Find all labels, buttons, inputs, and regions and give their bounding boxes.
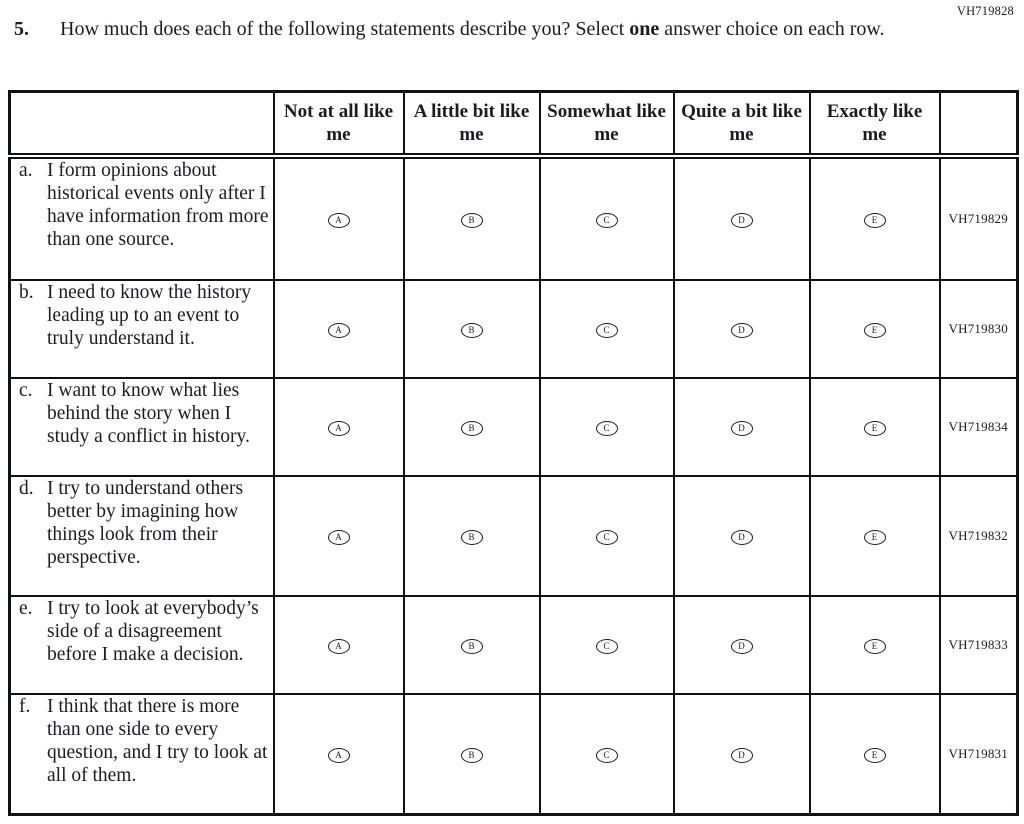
option-cell	[674, 156, 810, 280]
option-cell	[274, 596, 404, 694]
option-bubble-b[interactable]: B	[461, 213, 483, 228]
row-code: VH719834	[940, 378, 1018, 476]
option-cell	[274, 156, 404, 280]
option-bubble-e[interactable]: E	[864, 213, 886, 228]
question-text-pre: How much does each of the following statements describe you? Select	[60, 18, 630, 40]
option-bubble-c[interactable]: C	[596, 213, 618, 228]
row-code: VH719831	[940, 694, 1018, 814]
question-text-post: answer choice on each row.	[659, 18, 885, 40]
row-code: VH719832	[940, 476, 1018, 596]
option-cell	[404, 476, 540, 596]
option-cell	[404, 694, 540, 814]
option-cell	[540, 280, 674, 378]
option-bubble-d[interactable]: D	[731, 213, 753, 228]
statement-text: I try to look at everybody’s side of a disagreement before I make a decision.	[47, 598, 259, 665]
table-row-f	[10, 694, 1018, 814]
row-code: VH719830	[940, 280, 1018, 378]
column-header-a-little-bit: A little bit like me	[404, 92, 540, 157]
statement-cell	[10, 156, 274, 280]
option-bubble-a[interactable]: A	[328, 323, 350, 338]
option-cell	[810, 476, 940, 596]
column-header-not-at-all: Not at all like me	[274, 92, 404, 157]
option-bubble-a[interactable]: A	[328, 530, 350, 545]
option-bubble-e[interactable]: E	[864, 639, 886, 654]
option-cell	[674, 280, 810, 378]
statement-text: I need to know the history leading up to an event to truly understand it.	[47, 282, 252, 349]
statement-cell	[10, 596, 274, 694]
option-bubble-c[interactable]: C	[596, 421, 618, 436]
option-cell	[404, 378, 540, 476]
header-row	[10, 92, 1018, 157]
option-bubble-b[interactable]: B	[461, 323, 483, 338]
option-bubble-a[interactable]: A	[328, 421, 350, 436]
statement-text: I want to know what lies behind the story when I study a conflict in history.	[47, 380, 250, 447]
option-cell	[810, 156, 940, 280]
row-letter: c.	[19, 380, 33, 401]
option-cell	[540, 476, 674, 596]
option-bubble-b[interactable]: B	[461, 748, 483, 763]
option-bubble-d[interactable]: D	[731, 530, 753, 545]
option-bubble-a[interactable]: A	[328, 213, 350, 228]
option-bubble-b[interactable]: B	[461, 639, 483, 654]
option-cell	[810, 694, 940, 814]
option-cell	[404, 596, 540, 694]
column-header-somewhat: Somewhat like me	[540, 92, 674, 157]
option-bubble-a[interactable]: A	[328, 639, 350, 654]
question-text	[60, 16, 934, 43]
option-cell	[404, 280, 540, 378]
option-cell	[674, 694, 810, 814]
table-row-d	[10, 476, 1018, 596]
question-number: 5.	[14, 18, 29, 40]
option-bubble-e[interactable]: E	[864, 530, 886, 545]
statement-header-cell	[10, 92, 274, 157]
table-row-a	[10, 156, 1018, 280]
option-bubble-e[interactable]: E	[864, 323, 886, 338]
option-bubble-c[interactable]: C	[596, 530, 618, 545]
question-block	[14, 16, 934, 43]
row-code: VH719833	[940, 596, 1018, 694]
row-letter: a.	[19, 160, 33, 181]
option-bubble-e[interactable]: E	[864, 748, 886, 763]
option-cell	[674, 378, 810, 476]
option-bubble-c[interactable]: C	[596, 639, 618, 654]
option-bubble-d[interactable]: D	[731, 421, 753, 436]
option-cell	[540, 378, 674, 476]
statement-text: I try to understand others better by imagining how things look from their perspective.	[47, 478, 244, 568]
column-header-exactly-like: Exactly like me	[810, 92, 940, 157]
page-code: VH719828	[956, 4, 1014, 18]
question-text-bold: one	[629, 18, 660, 40]
statement-text: I form opinions about historical events only after I have information from more than one source.	[47, 160, 269, 250]
option-cell	[274, 378, 404, 476]
table-row-c	[10, 378, 1018, 476]
option-bubble-d[interactable]: D	[731, 639, 753, 654]
option-cell	[674, 596, 810, 694]
row-code: VH719829	[940, 156, 1018, 280]
option-cell	[540, 694, 674, 814]
option-cell	[540, 596, 674, 694]
answer-matrix-table	[8, 90, 1019, 816]
row-letter: f.	[19, 696, 31, 717]
option-cell	[810, 596, 940, 694]
option-bubble-d[interactable]: D	[731, 748, 753, 763]
option-cell	[810, 378, 940, 476]
option-cell	[274, 694, 404, 814]
statement-cell	[10, 378, 274, 476]
option-cell	[674, 476, 810, 596]
code-header-cell	[940, 92, 1018, 157]
option-bubble-e[interactable]: E	[864, 421, 886, 436]
option-bubble-b[interactable]: B	[461, 530, 483, 545]
statement-cell	[10, 694, 274, 814]
row-letter: e.	[19, 598, 33, 619]
column-header-quite-a-bit: Quite a bit like me	[674, 92, 810, 157]
option-cell	[274, 280, 404, 378]
statement-cell	[10, 476, 274, 596]
table-row-b	[10, 280, 1018, 378]
option-bubble-a[interactable]: A	[328, 748, 350, 763]
option-bubble-b[interactable]: B	[461, 421, 483, 436]
option-cell	[274, 476, 404, 596]
table-row-e	[10, 596, 1018, 694]
option-bubble-d[interactable]: D	[731, 323, 753, 338]
row-letter: b.	[19, 282, 34, 303]
option-bubble-c[interactable]: C	[596, 748, 618, 763]
row-letter: d.	[19, 478, 34, 499]
option-cell	[540, 156, 674, 280]
option-bubble-c[interactable]: C	[596, 323, 618, 338]
option-cell	[404, 156, 540, 280]
statement-text: I think that there is more than one side to every question, and I try to look at all of them.	[47, 696, 268, 786]
statement-cell	[10, 280, 274, 378]
option-cell	[810, 280, 940, 378]
